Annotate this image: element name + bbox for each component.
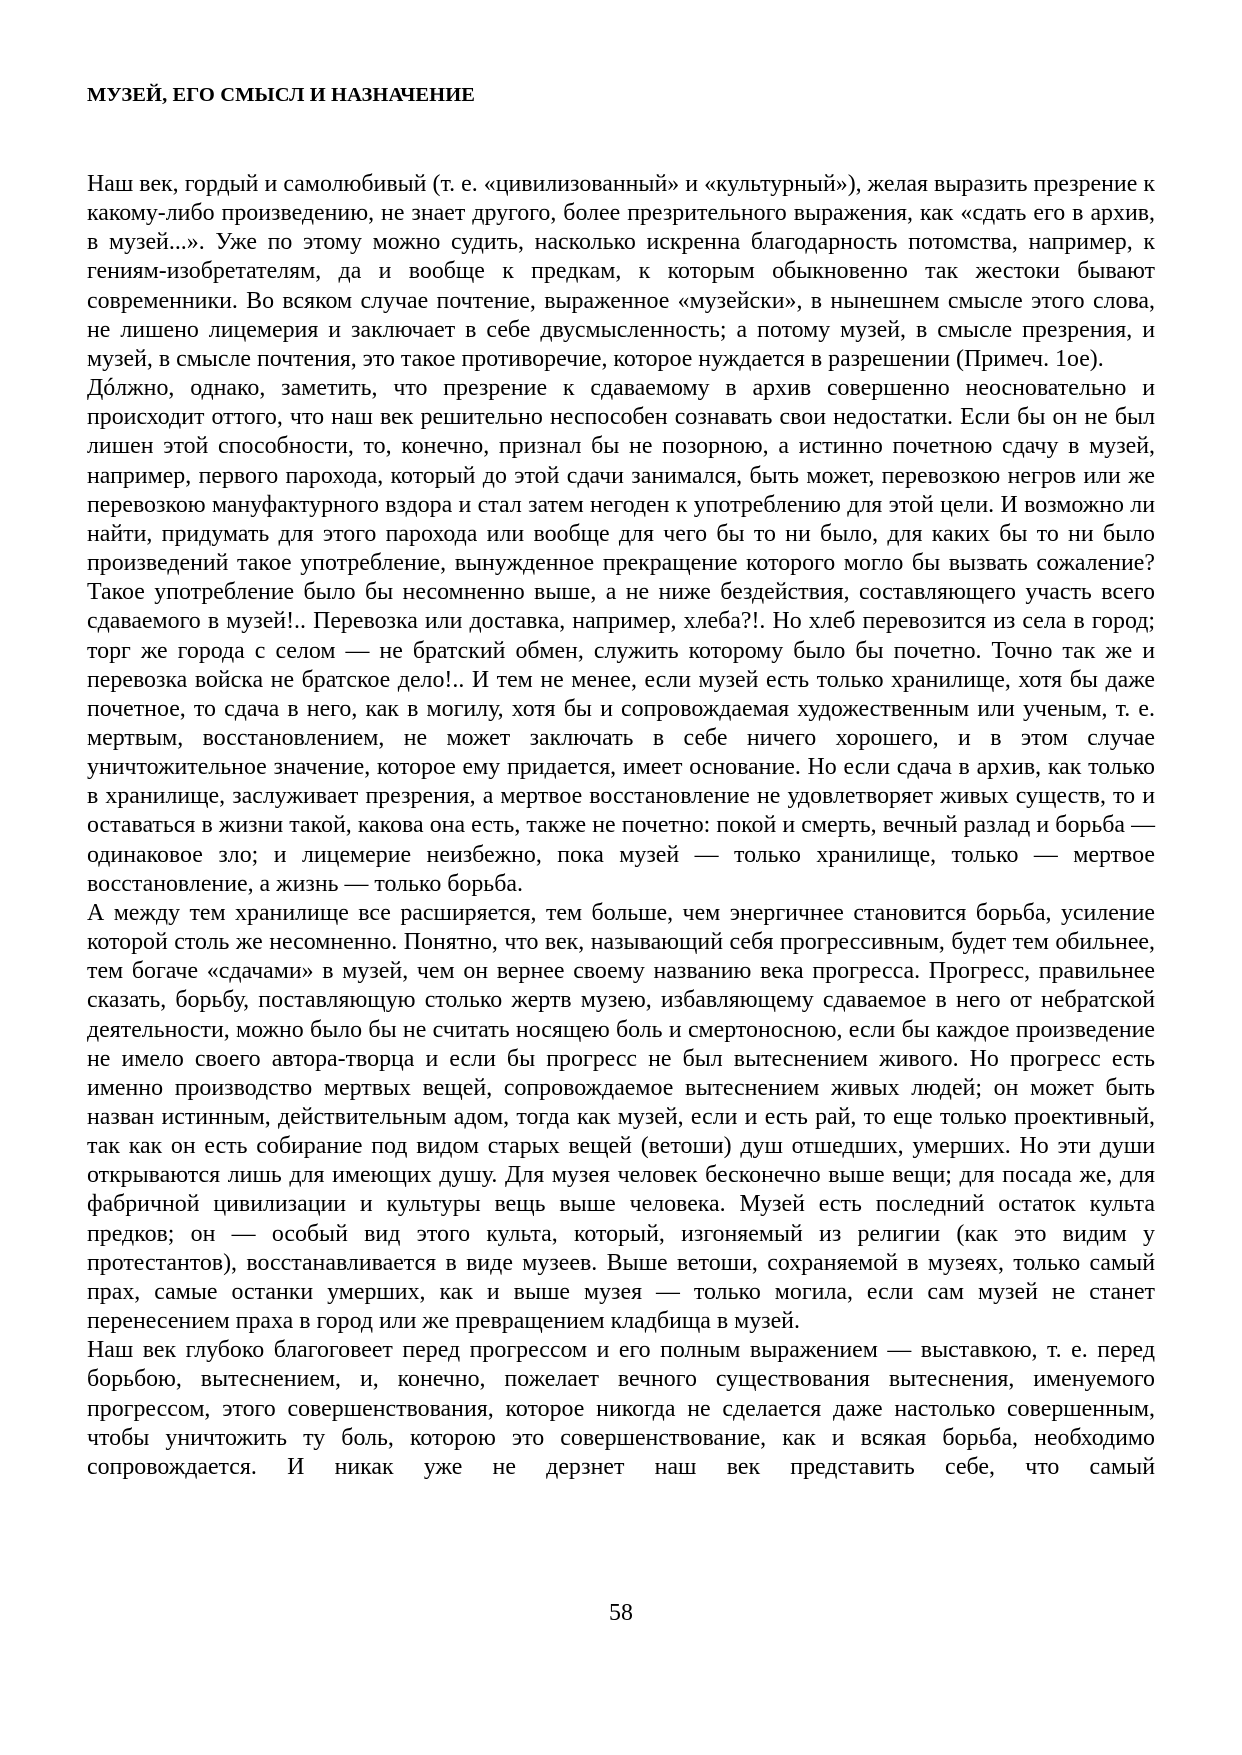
paragraph: Наш век глубоко благоговеет перед прогрессом и его полным выражением — выставкою, т. е. перед борьбою, вытеснением, и, конечно, пожелает вечного существования вытеснения, именуемого прогрессом, этого совершенствования, которое никогда не сделается даже настолько совершенным, чтобы уничтожить ту боль, которою это совершенствование, как и всякая борьба, необходимо сопровождается. И никак уже не дерзнет наш век представить себе, что самый bbox=[87, 1337, 1155, 1480]
body-text bbox=[87, 170, 1155, 1482]
page-number: 58 bbox=[609, 1600, 633, 1626]
paragraph: Дóлжно, однако, заметить, что презрение к сдаваемому в архив совершенно неосновательно и происходит оттого, что наш век решительно неспособен сознавать свои недостатки. Если бы он не был лишен этой способности, то, конечно, признал бы не позорною, а истинно почетною сдачу в музей, например, первого парохода, который до этой сдачи занимался, быть может, перевозкою негров или же перевозкою мануфактурного вздора и стал затем негоден к употреблению для этой цели. И возможно ли найти, придумать для этого парохода или вообще для чего бы то ни было, для каких бы то ни было произведений такое употребление, вынужденное прекращение которого могло бы вызвать сожаление? Такое употребление было бы несомненно выше, а не ниже бездействия, составляющего участь всего сдаваемого в музей!.. Перевозка или доставка, например, хлеба?!. Но хлеб перевозится из села в город; торг же города с селом — не братский обмен, служить которому было бы почетно. Точно так же и перевозка войска не братское дело!.. И тем не менее, если музей есть только хранилище, хотя бы даже почетное, то сдача в него, как в могилу, хотя бы и сопровождаемая художественным или ученым, т. е. мертвым, восстановлением, не может заключать в себе ничего хорошего, и в этом случае уничтожительное значение, которое ему придается, имеет основание. Но если сдача в архив, как только в хранилище, заслуживает презрения, а мертвое восстановление не удовлетворяет живых существ, то и оставаться в жизни такой, какова она есть, также не почетно: покой и смерть, вечный разлад и борьба — одинаковое зло; и лицемерие неизбежно, пока музей — только хранилище, только — мертвое восстановление, а жизнь — только борьба. bbox=[87, 375, 1155, 897]
page-title: МУЗЕЙ, ЕГО СМЫСЛ И НАЗНАЧЕНИЕ bbox=[87, 84, 476, 106]
document-page bbox=[87, 0, 1155, 1755]
paragraph: Наш век, гордый и самолюбивый (т. е. «цивилизованный» и «культурный»), желая выразить презрение к какому-либо произведению, не знает другого, более презрительного выражения, как «сдать его в архив, в музей...». Уже по этому можно судить, насколько искренна благодарность потомства, например, к гениям-изобретателям, да и вообще к предкам, к которым обыкновенно так жестоки бывают современники. Во всяком случае почтение, выраженное «музейски», в нынешнем смысле этого слова, не лишено лицемерия и заключает в себе двусмысленность; а потому музей, в смысле презрения, и музей, в смысле почтения, это такое противоречие, которое нуждается в разрешении (Примеч. 1ое). bbox=[87, 171, 1155, 372]
paragraph: А между тем хранилище все расширяется, тем больше, чем энергичнее становится борьба, усиление которой столь же несомненно. Понятно, что век, называющий себя прогрессивным, будет тем обильнее, тем богаче «сдачами» в музей, чем он вернее своему названию века прогресса. Прогресс, правильнее сказать, борьбу, поставляющую столько жертв музею, избавляющему сдаваемое в него от небратской деятельности, можно было бы не считать носящею боль и смертоносною, если бы каждое произведение не имело своего автора-творца и если бы прогресс не был вытеснением живого. Но прогресс есть именно производство мертвых вещей, сопровождаемое вытеснением живых людей; он может быть назван истинным, действительным адом, тогда как музей, если и есть рай, то еще только проективный, так как он есть собирание под видом старых вещей (ветоши) душ отшедших, умерших. Но эти души открываются лишь для имеющих душу. Для музея человек бесконечно выше вещи; для посада же, для фабричной цивилизации и культуры вещь выше человека. Музей есть последний остаток культа предков; он — особый вид этого культа, который, изгоняемый из религии (как это видим у протестантов), восстанавливается в виде музеев. Выше ветоши, сохраняемой в музеях, только самый прах, самые останки умерших, как и выше музея — только могила, если сам музей не станет перенесением праха в город или же превращением кладбища в музей. bbox=[87, 899, 1155, 1335]
